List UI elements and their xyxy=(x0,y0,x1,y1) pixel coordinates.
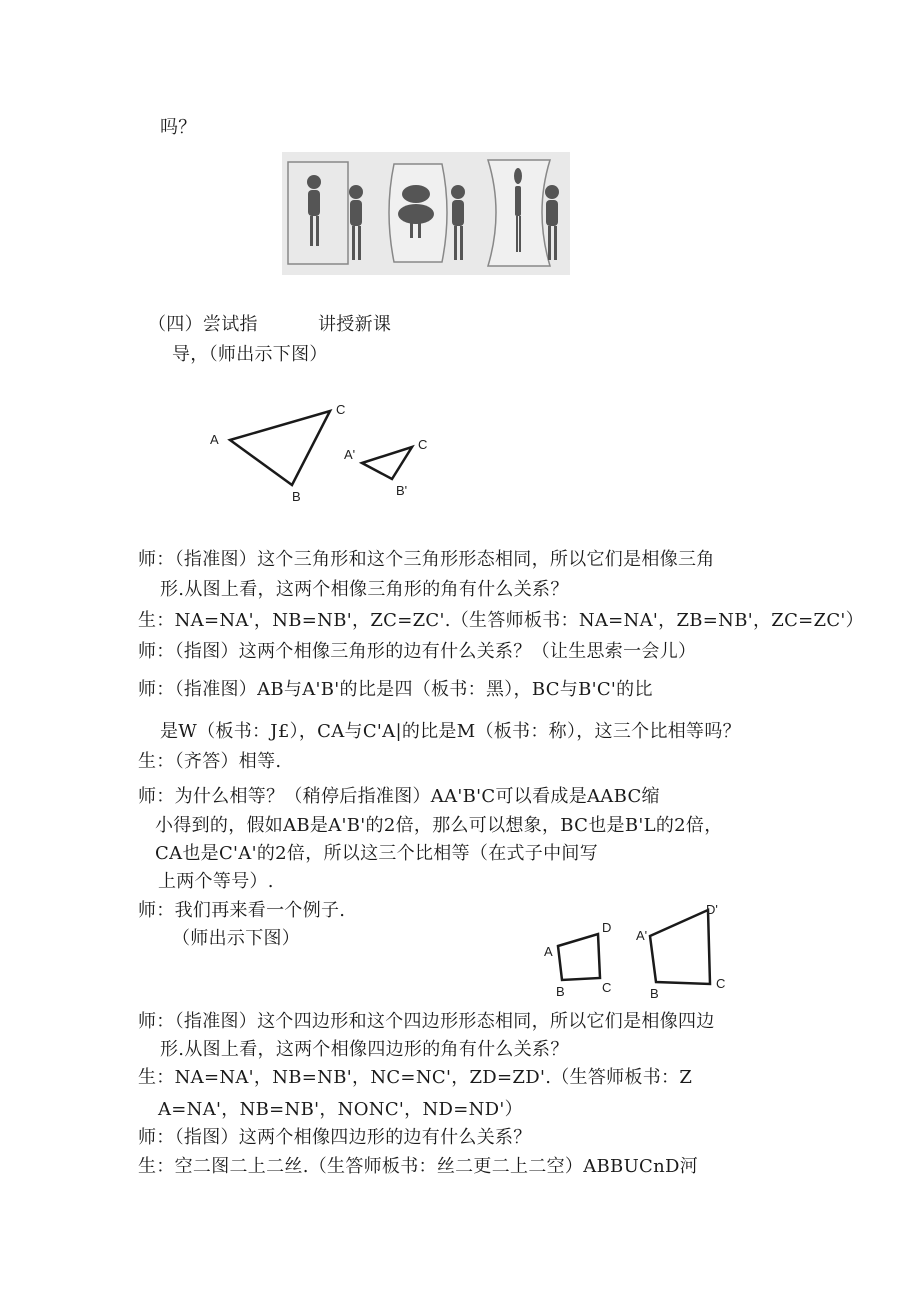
vertex-label: A xyxy=(210,432,219,447)
text-line-12: 师：为什么相等？（稍停后指准图）AA'B'C可以看成是AABC缩 xyxy=(138,786,660,807)
vertex-label: A' xyxy=(636,928,648,943)
text-line-5: 师：（指准图）这个三角形和这个三角形形态相同，所以它们是相像三角 xyxy=(138,549,715,570)
text-line-16: 师：我们再来看一个例子. xyxy=(138,900,346,921)
vertex-label: B' xyxy=(396,483,408,498)
vertex-label: A xyxy=(544,944,553,959)
text-line-19: 形.从图上看，这两个相像四边形的角有什么关系？ xyxy=(160,1039,569,1060)
vertex-label: C xyxy=(418,437,428,452)
similar-quadrilaterals-figure xyxy=(540,900,740,1000)
text-line-22: 师：（指图）这两个相像四边形的边有什么关系？ xyxy=(138,1127,532,1148)
vertex-label: B xyxy=(556,984,565,999)
text-line-9: 师：（指准图）AB与A'B'的比是四（板书：黑），BC与B'C'的比 xyxy=(138,679,653,700)
vertex-label: C xyxy=(716,976,726,991)
vertex-label: A' xyxy=(344,447,356,462)
text-line-7: 生：NA=NA'，NB=NB'，ZC=ZC'.（生答师板书：NA=NA'，ZB=NB'，ZC=ZC'） xyxy=(138,610,864,631)
text-line-15: 上两个等号）. xyxy=(158,871,274,892)
text-line-23: 生：空二图二上二丝.（生答师板书：丝二更二上二空）ABBUCnD河 xyxy=(138,1156,699,1177)
text-line-4: 导，（师出示下图） xyxy=(172,344,328,365)
mirror-reflection-image xyxy=(282,152,570,275)
vertex-label: D' xyxy=(706,902,718,917)
text-line-11: 生：（齐答）相等. xyxy=(138,751,282,772)
text-line-10: 是W（板书：J£），CA与C'A|的比是M（板书：称），这三个比相等吗？ xyxy=(160,721,741,742)
text-line-18: 师：（指准图）这个四边形和这个四边形形态相同，所以它们是相像四边 xyxy=(138,1011,715,1032)
text-line-20: 生：NA=NA'，NB=NB'，NC=NC'，ZD=ZD'.（生答师板书：Z xyxy=(138,1067,693,1088)
vertex-label: C xyxy=(336,402,346,417)
text-line-21: A=NA'，NB=NB'，NONC'，ND=ND'） xyxy=(158,1099,523,1120)
vertex-label: D xyxy=(602,920,612,935)
similar-triangles-figure xyxy=(200,395,440,505)
text-line-2: （四）尝试指 xyxy=(148,314,258,335)
text-line-8: 师：（指图）这两个相像三角形的边有什么关系？（让生思索一会儿） xyxy=(138,641,697,662)
text-line-6: 形.从图上看，这两个相像三角形的角有什么关系？ xyxy=(160,579,569,600)
vertex-label: B xyxy=(650,986,659,1000)
text-line-17: （师出示下图） xyxy=(172,928,301,949)
text-line-3: 讲授新课 xyxy=(318,314,392,335)
text-line-1: 吗？ xyxy=(160,117,197,138)
vertex-label: B xyxy=(292,489,301,504)
text-line-14: CA也是C'A'的2倍，所以这三个比相等（在式子中间写 xyxy=(155,843,598,864)
text-line-13: 小得到的，假如AB是A'B'的2倍，那么可以想象，BC也是B'L的2倍， xyxy=(155,815,723,836)
vertex-label: C xyxy=(602,980,612,995)
